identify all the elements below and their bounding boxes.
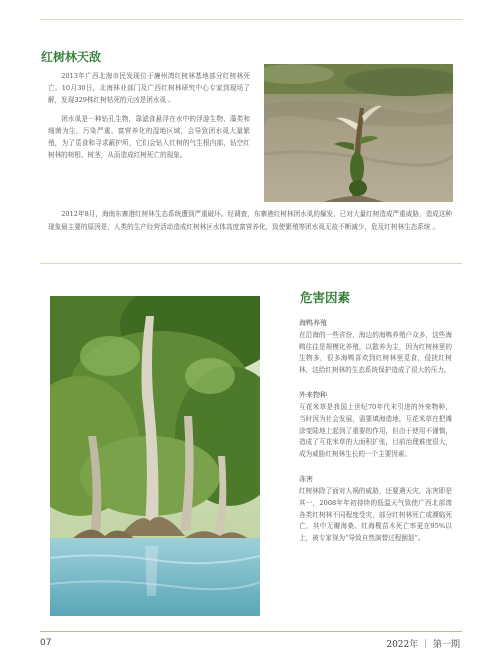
item-heading: 海鸭养殖 [299,319,327,327]
item-heading: 外来物种 [299,391,327,400]
section1-wide-text [48,208,452,233]
section1-para2: 团水虱是一种钻孔生物，靠滤食悬浮在水中的浮游生物、藻类和细菌为生，污染严重、富营养化的湿地区域，会导致团水虱大量繁殖，为了觅食和寻求蔽护所，它们会钻入红树的气生根内部，钻空红树林的树根、树茎，从而造成红树死亡的现象。 [48,114,250,160]
section1-title: 红树林天敌 [41,50,102,64]
section2-items [299,318,452,544]
mangrove-forest-photo [50,296,260,616]
page-number: 07 [40,638,52,648]
mangrove-root-photo [264,64,453,202]
section1-text-col [48,70,250,161]
bottom-rule [40,631,462,632]
item-text: 红树林除了面对人祸的威胁，还要遇天灾，冻害即是其一，2008年年初持续的低温天气致使广西北部湾各类红树林不同程度受灾，部分红树林死亡或濒临死亡，其中无瓣海桑、红海榄苗木死亡率更在95%以上，被专家视为“导致自然演替过程倒退”。 [299,487,452,542]
item-heading: 冻害 [299,475,313,484]
issue-label: 2022年 ｜ 第一期 [386,640,460,650]
item-text: 在沿海的一些省份，海边的海鸭养殖户众多，这些海鸭往往是规模化养殖，以散养为主，因为红树林里的生物多，很多海鸭喜欢到红树林里觅食，侵扰红树林，这给红树林的生态系统保护造成了很大的压力。 [299,331,452,374]
section1-para1: 2013年广西北海市民发现位于廉州湾红树林基地部分红树林死亡。10月30日，北海林业部门及广西红树林研究中心专家到现场了解，发现329株红树枯死的元凶是团水虱 。 [48,72,250,105]
item-invasive-species [299,390,452,460]
section2-title: 危害因素 [300,290,351,305]
item-text: 互花米草是我国上世纪70年代末引进的外来物种，当时因为社会发展，需要填海造地，互花米草在把滩涂变陆地上起到了重要的作用，但由于使用不谨慎，造成了互花米草的大面积扩张，目前治理难度很大，成为威胁红树林生长的一个主要因素。 [299,403,452,458]
item-duck-farming [299,318,452,376]
section1-para3: 2012年8月，海南东寨港红树林生态系统遭到严重破坏。经调查，东寨港红树林团水虱的爆发，已对大量红树造成严重威胁，造成这种现象最主要的原因是，人类的生产经营活动造成红树林区水体高度富营养化，致使繁殖等团水虱无故不断减少，危及红树林生态系统 。 [48,210,452,231]
section-divider [40,263,462,264]
top-rule [40,19,462,20]
item-frost-damage [299,474,452,544]
